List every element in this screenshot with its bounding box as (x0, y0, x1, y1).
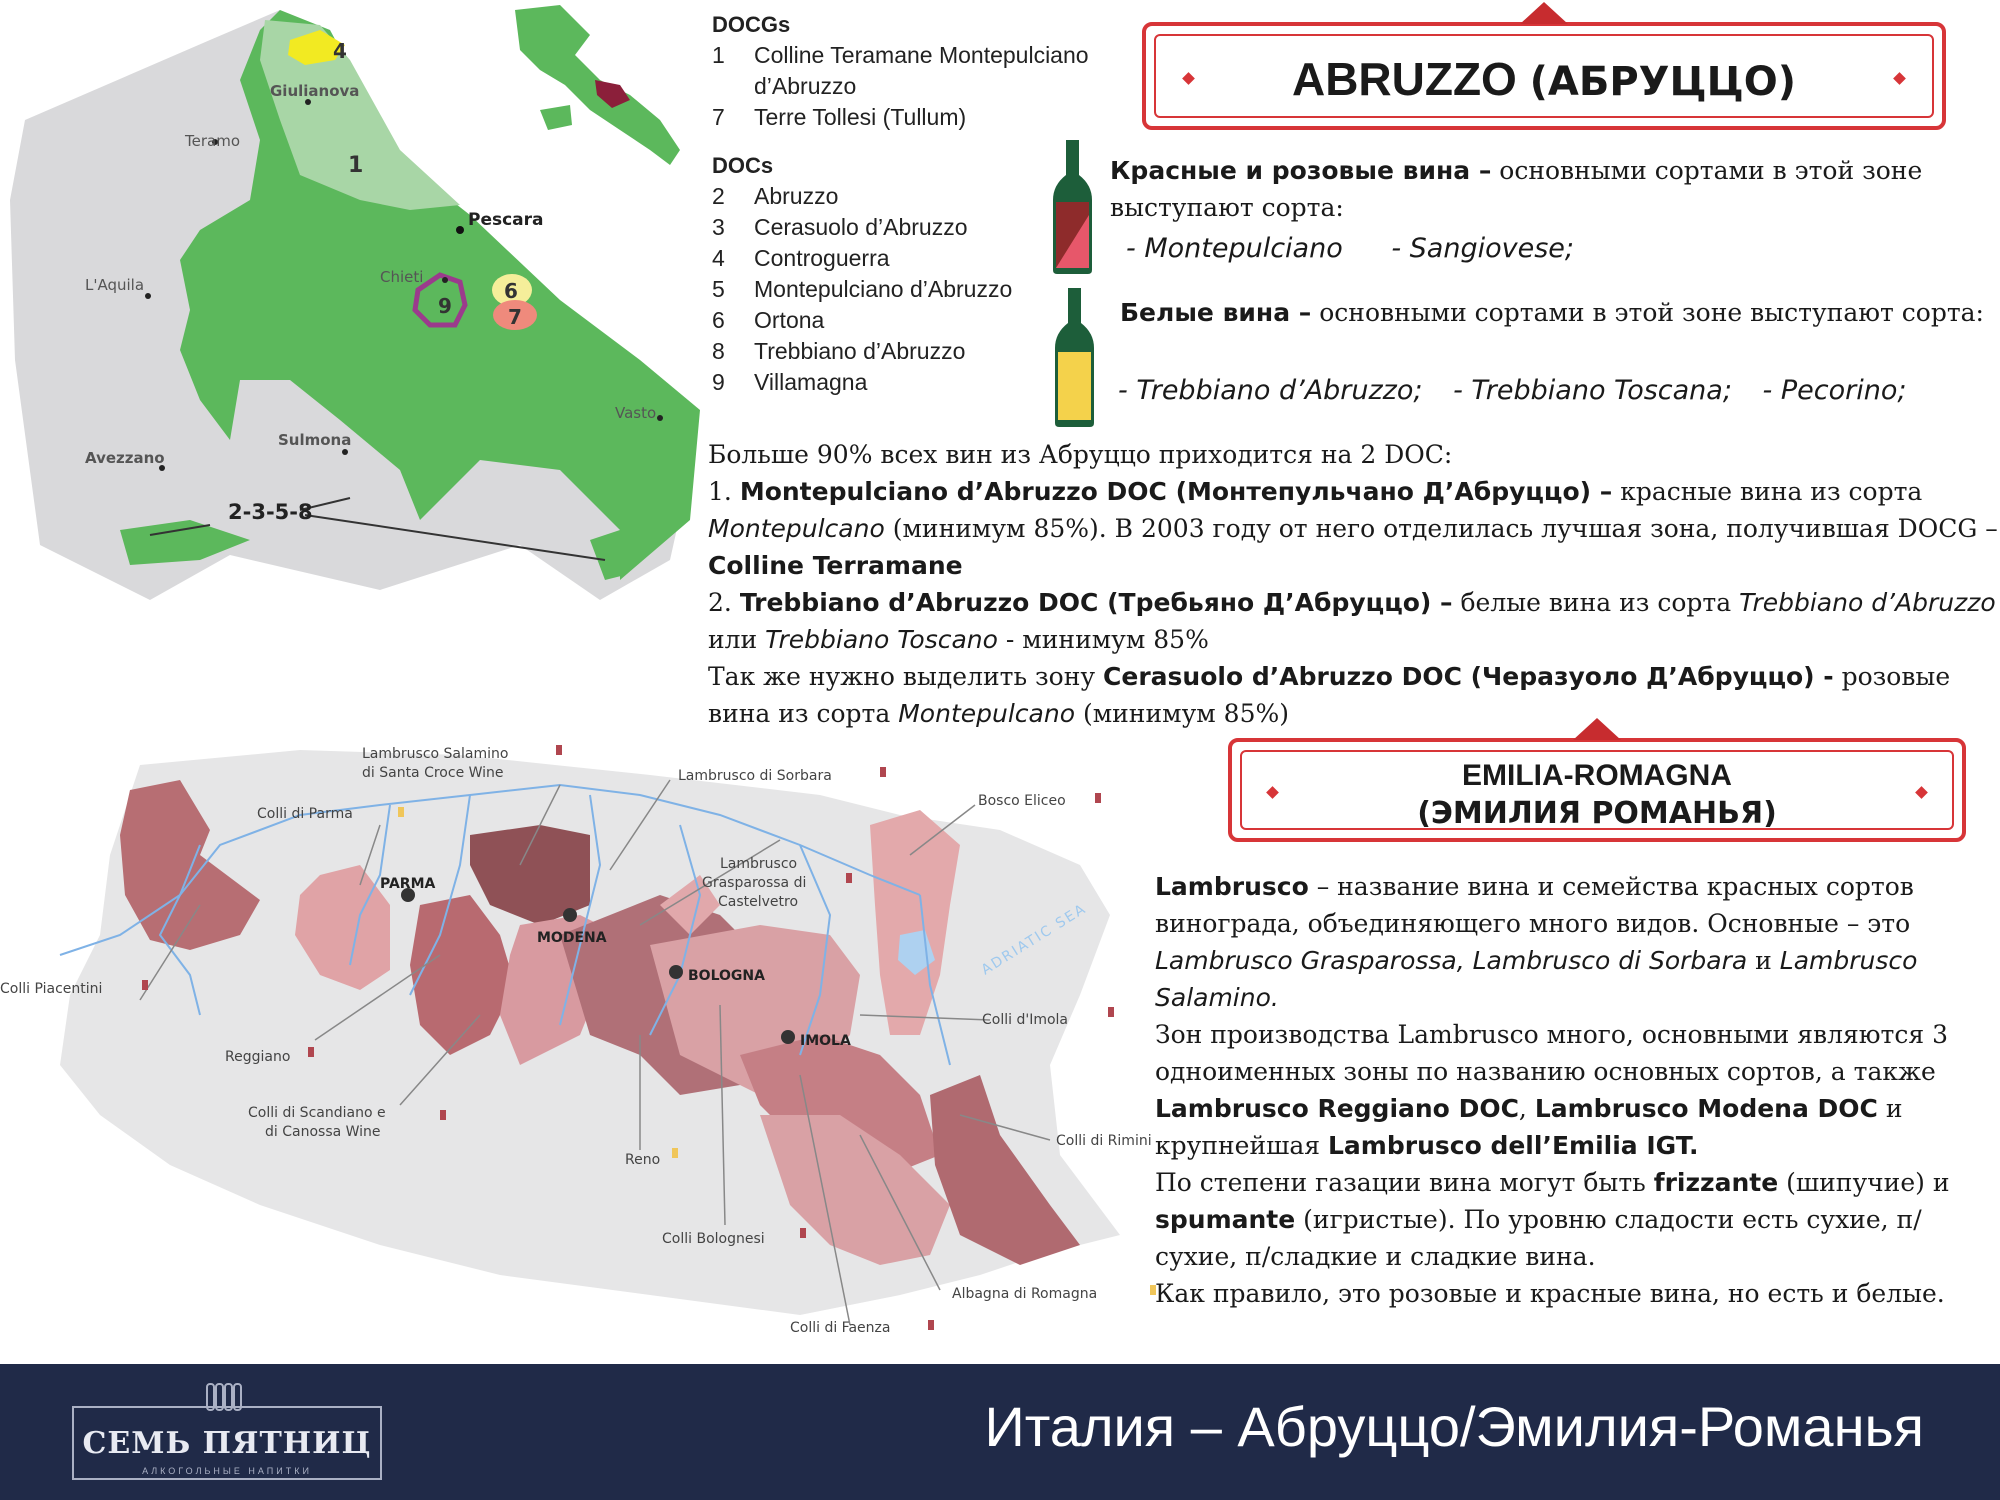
red-bottle-icon (1050, 140, 1095, 275)
legend-name: Montepulciano d’Abruzzo (754, 276, 1013, 302)
red-wines-text: основными сортами в этой зоне выступают сорта: (1110, 156, 1923, 222)
brand-logo (72, 1380, 382, 1490)
legend-name: Controguerra (754, 245, 890, 271)
wine-label: Reggiano (225, 1049, 291, 1065)
white-wines-block (1120, 294, 1990, 331)
white-wines-bold: Белые вина – (1120, 298, 1312, 327)
emilia-body (1155, 868, 1975, 1312)
city-teramo: Teramo (185, 132, 240, 150)
grape-names: Lambrusco Grasparossa, Lambrusco di Sorbara (1155, 946, 1748, 975)
legend-num: 2 (712, 183, 725, 209)
point-text: красные вина из сорта (1612, 477, 1923, 506)
city-bologna: BOLOGNA (688, 968, 765, 984)
point-number: 2. (708, 588, 740, 617)
logo-subtitle: АЛКОГОЛЬНЫЕ НАПИТКИ (142, 1466, 312, 1476)
zone-6-label: 6 (504, 279, 518, 303)
legend-num: 4 (712, 245, 725, 271)
grape-trebbiano-abruzzo: - Trebbiano d’Abruzzo; (1118, 375, 1423, 406)
white-bottle-icon (1052, 288, 1097, 428)
para-text: , (1518, 1094, 1535, 1123)
para-text: (игристые). По уровню сладости есть сухие, п/сухие, п/сладкие и сладкие вина. (1155, 1205, 1922, 1271)
wine-label: di Canossa Wine (265, 1124, 381, 1140)
white-grapes (1118, 372, 1998, 409)
grape-sangiovese: - Sangiovese; (1391, 233, 1574, 264)
style-term: frizzante (1653, 1168, 1779, 1197)
zone-name: Lambrusco Reggiano DOC (1155, 1094, 1519, 1123)
legend-name: Villamagna (754, 369, 868, 395)
zone-9-label: 9 (438, 294, 452, 318)
city-sulmona: Sulmona (278, 431, 352, 449)
city-vasto: Vasto (615, 404, 657, 422)
legend-num: 1 (712, 42, 725, 68)
abruzzo-title (1146, 52, 1942, 109)
point-grape: Trebbiano Toscano (765, 625, 998, 654)
grape-names: Lambrusco Salamino. (1155, 946, 1918, 1012)
legend-num: 7 (712, 104, 725, 130)
para-text: – название вина и семейства красных сортов винограда, объединяющего много видов. Основные – это (1155, 872, 1914, 938)
legend-name: Cerasuolo d’Abruzzo (754, 214, 968, 240)
city-imola: IMOLA (800, 1033, 851, 1049)
wine-label: Colli di Scandiano e (248, 1105, 386, 1121)
logo-text: СЕМЬ ПЯТНИЦ (82, 1426, 372, 1461)
legend-num: 5 (712, 276, 725, 302)
zone-7-label: 7 (508, 305, 522, 329)
legend-num: 9 (712, 369, 725, 395)
wine-label: Colli d'Imola (982, 1012, 1068, 1028)
para-text: и (1747, 946, 1780, 975)
emilia-para-4: Как правило, это розовые и красные вина, но есть и белые. (1155, 1279, 1945, 1308)
legend-name: Trebbiano d’Abruzzo (754, 338, 966, 364)
para-text: и крупнейшая (1155, 1094, 1903, 1160)
grape-trebbiano-toscana: - Trebbiano Toscana; (1453, 375, 1732, 406)
emilia-title-line2: (ЭМИЛИЯ РОМАНЬЯ) (1417, 796, 1777, 831)
style-term: spumante (1155, 1205, 1296, 1234)
white-wines-text: основными сортами в этой зоне выступают сорта: (1311, 298, 1984, 327)
red-grapes (1126, 230, 1986, 267)
wine-label: Colli di Rimini (1056, 1133, 1152, 1149)
wine-label: Colli Bolognesi (662, 1231, 765, 1247)
legend-row (712, 102, 1132, 133)
point-title: Trebbiano d’Abruzzo DOC (Требьяно Д’Абруццо) – (739, 588, 1453, 617)
wine-label: Colli Piacentini (0, 981, 103, 997)
city-avezzano: Avezzano (85, 449, 165, 467)
point-text: розовые вина из сорта (708, 662, 1951, 728)
point-number: 1. (708, 477, 740, 506)
legend-name: Terre Tollesi (Tullum) (754, 104, 967, 130)
emilia-para-3 (1155, 1164, 1975, 1275)
point-docg: Colline Terramane (708, 551, 963, 580)
legend-name: Ortona (754, 307, 825, 333)
zone-name: Lambrusco dell’Emilia IGT. (1328, 1131, 1699, 1160)
point-text: или (708, 625, 766, 654)
abruzzo-title-main: ABRUZZO (1291, 53, 1517, 105)
emilia-title-line1: EMILIA-ROMAGNA (1462, 759, 1732, 792)
zone-4-label: 4 (333, 39, 347, 63)
abruzzo-map (0, 0, 700, 610)
city-laquila: L'Aquila (85, 276, 145, 294)
abruzzo-body (708, 436, 1998, 732)
grape-pecorino: - Pecorino; (1762, 375, 1907, 406)
point-text: белые вина из сорта (1452, 588, 1740, 617)
emilia-para-1 (1155, 868, 1975, 1016)
city-parma: PARMA (380, 876, 436, 892)
point-title: Cerasuolo d’Abruzzo DOC (Черазуоло Д’Абруццо) - (1103, 662, 1834, 691)
point-grape: Trebbiano d’Abruzzo (1739, 588, 1996, 617)
para-text: Зон производства Lambrusco много, основными являются 3 одноименных зоны по названию основных сортов, а также (1155, 1020, 1949, 1086)
callout-label: 2-3-5-8 (228, 500, 313, 524)
para-text: (шипучие) и (1778, 1168, 1950, 1197)
footer-title: Италия – Абруццо/Эмилия-Романья (984, 1395, 1924, 1458)
legend-name: Abruzzo (754, 183, 839, 209)
legend-num: 8 (712, 338, 725, 364)
wine-label: Lambrusco (720, 856, 798, 872)
wine-label: Lambrusco Salamino (362, 746, 509, 762)
red-wines-block (1110, 152, 1990, 226)
wine-label: Reno (625, 1152, 661, 1168)
legend-num: 6 (712, 307, 725, 333)
abruzzo-title-box (1142, 22, 1946, 130)
wine-label: Colli di Parma (257, 806, 353, 822)
point-text: - минимум 85% (997, 625, 1209, 654)
legend-num: 3 (712, 214, 725, 240)
wine-label: Lambrusco di Sorbara (678, 768, 832, 784)
point-text: (минимум 85%) (1075, 699, 1290, 728)
legend-name: Colline Teramane Montepulciano d’Abruzzo (754, 42, 1089, 99)
city-chieti: Chieti (380, 268, 424, 286)
point-grape: Montepulcano (708, 514, 885, 543)
abruzzo-title-paren: (АБРУЦЦО) (1529, 59, 1797, 105)
city-modena: MODENA (537, 930, 607, 946)
docs-heading: DOCs (712, 153, 774, 178)
para-text: По степени газации вина могут быть (1155, 1168, 1654, 1197)
grape-montepulciano: - Montepulciano (1126, 233, 1343, 264)
point-grape: Montepulcano (898, 699, 1075, 728)
point-text: Так же нужно выделить зону (708, 662, 1104, 691)
wine-label: Bosco Eliceo (978, 793, 1066, 809)
emilia-para-2 (1155, 1016, 1975, 1164)
wine-label: Castelvetro (718, 894, 799, 910)
point-title: Montepulciano d’Abruzzo DOC (Монтепульчано Д’Абруццо) – (739, 477, 1613, 506)
zone-1-label: 1 (348, 153, 364, 178)
abruzzo-intro: Больше 90% всех вин из Абруццо приходится на 2 DOC: (708, 440, 1453, 469)
wine-label: Colli di Faenza (790, 1320, 891, 1336)
red-wines-bold: Красные и розовые вина – (1110, 156, 1492, 185)
city-pescara: Pescara (468, 210, 544, 230)
lambrusco-term: Lambrusco (1155, 872, 1309, 901)
abruzzo-point-3 (708, 658, 1998, 732)
wine-label: Albagna di Romagna (952, 1286, 1098, 1302)
point-text: (минимум 85%). В 2003 году от него отделилась лучшая зона, получившая DOCG – (884, 514, 1998, 543)
wine-label: di Santa Croce Wine (362, 765, 504, 781)
abruzzo-point-1 (708, 473, 1998, 584)
emilia-title-box (1228, 738, 1966, 842)
emilia-romagna-map (0, 735, 1160, 1355)
zone-name: Lambrusco Modena DOC (1534, 1094, 1878, 1123)
legend-row (712, 40, 1132, 102)
sea-label: ADRIATIC SEA (978, 900, 1090, 979)
city-giulianova: Giulianova (270, 82, 360, 100)
docgs-heading: DOCGs (712, 12, 791, 37)
abruzzo-point-2 (708, 584, 1998, 658)
wine-label: Grasparossa di (702, 875, 807, 891)
